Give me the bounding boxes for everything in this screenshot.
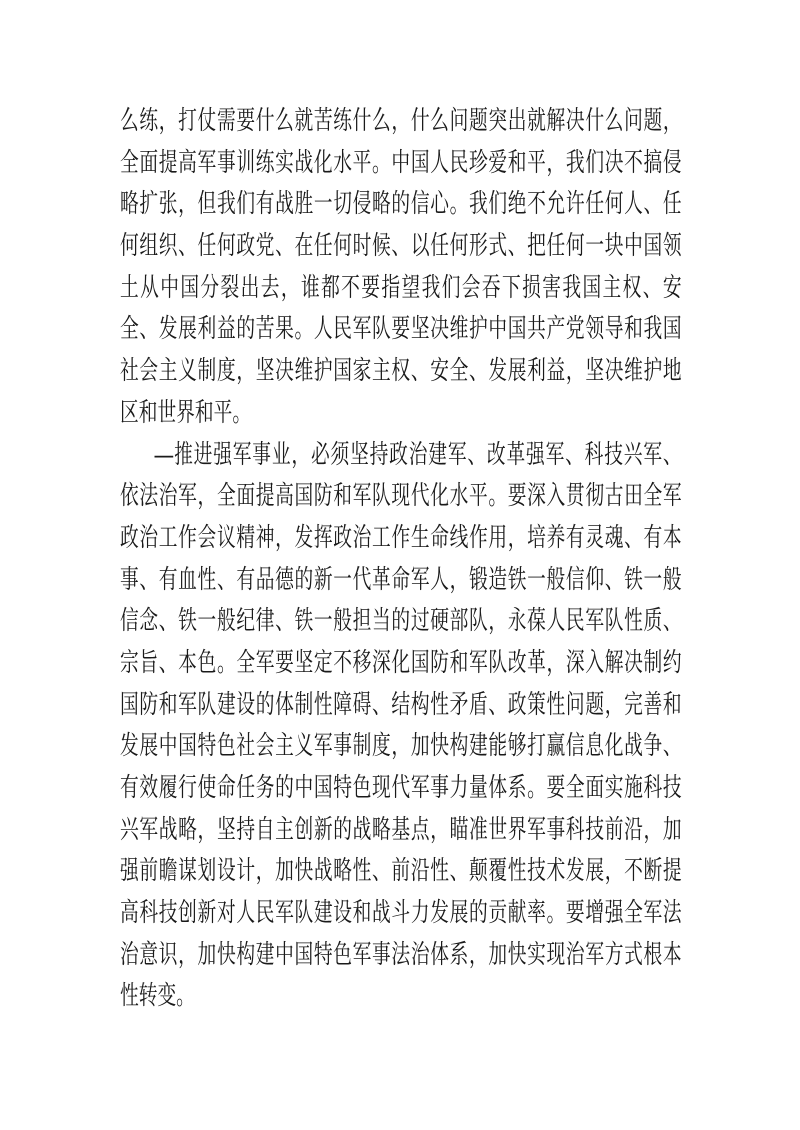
- text-line: 何组织、任何政党、在任何时候、以任何形式、把任何一块中国领: [120, 230, 682, 261]
- text-line: 发展中国特色社会主义军事制度，加快构建能够打赢信息化战争、: [120, 730, 682, 761]
- text-line: 有效履行使命任务的中国特色现代军事力量体系。要全面实施科技: [120, 772, 682, 802]
- text-line: 全、发展利益的苦果。人民军队要坚决维护中国共产党领导和我国: [120, 313, 682, 344]
- text-line: 信念、铁一般纪律、铁一般担当的过硬部队，永葆人民军队性质、: [120, 605, 682, 636]
- text-line: 略扩张，但我们有战胜一切侵略的信心。我们绝不允许任何人、任: [120, 188, 682, 219]
- text-line: 全面提高军事训练实战化水平。中国人民珍爱和平，我们决不搞侵: [120, 146, 682, 177]
- paragraph-2: [120, 434, 682, 1018]
- text-block: [120, 100, 682, 1017]
- text-line: 治意识，加快构建中国特色军事法治体系，加快实现治军方式根本: [120, 938, 682, 969]
- text-line: 兴军战略，坚持自主创新的战略基点，瞄准世界军事科技前沿，加: [120, 813, 682, 844]
- text-line: 依法治军，全面提高国防和军队现代化水平。要深入贯彻古田全军: [120, 480, 682, 511]
- text-line: 区和世界和平。: [120, 396, 252, 427]
- text-line: 国防和军队建设的体制性障碍、结构性矛盾、政策性问题，完善和: [120, 688, 682, 719]
- text-line: 强前瞻谋划设计，加快战略性、前沿性、颠覆性技术发展，不断提: [120, 855, 682, 886]
- text-line: 土从中国分裂出去，谁都不要指望我们会吞下损害我国主权、安: [120, 271, 682, 302]
- text-line: 社会主义制度，坚决维护国家主权、安全、发展利益，坚决维护地: [120, 355, 682, 386]
- paragraph-1: [120, 100, 682, 434]
- text-line: 政治工作会议精神，发挥政治工作生命线作用，培养有灵魂、有本: [120, 521, 682, 552]
- text-line: 事、有血性、有品德的新一代革命军人，锻造铁一般信仰、铁一般: [120, 563, 682, 594]
- text-line: 么练，打仗需要什么就苦练什么，什么问题突出就解决什么问题，: [120, 105, 682, 135]
- text-line: 宗旨、本色。全军要坚定不移深化国防和军队改革，深入解决制约: [120, 646, 682, 677]
- text-line: 性转变。: [120, 980, 195, 1011]
- text-line: —推进强军事业，必须坚持政治建军、改革强军、科技兴军、: [154, 438, 682, 469]
- text-line: 高科技创新对人民军队建设和战斗力发展的贡献率。要增强全军法: [120, 897, 682, 928]
